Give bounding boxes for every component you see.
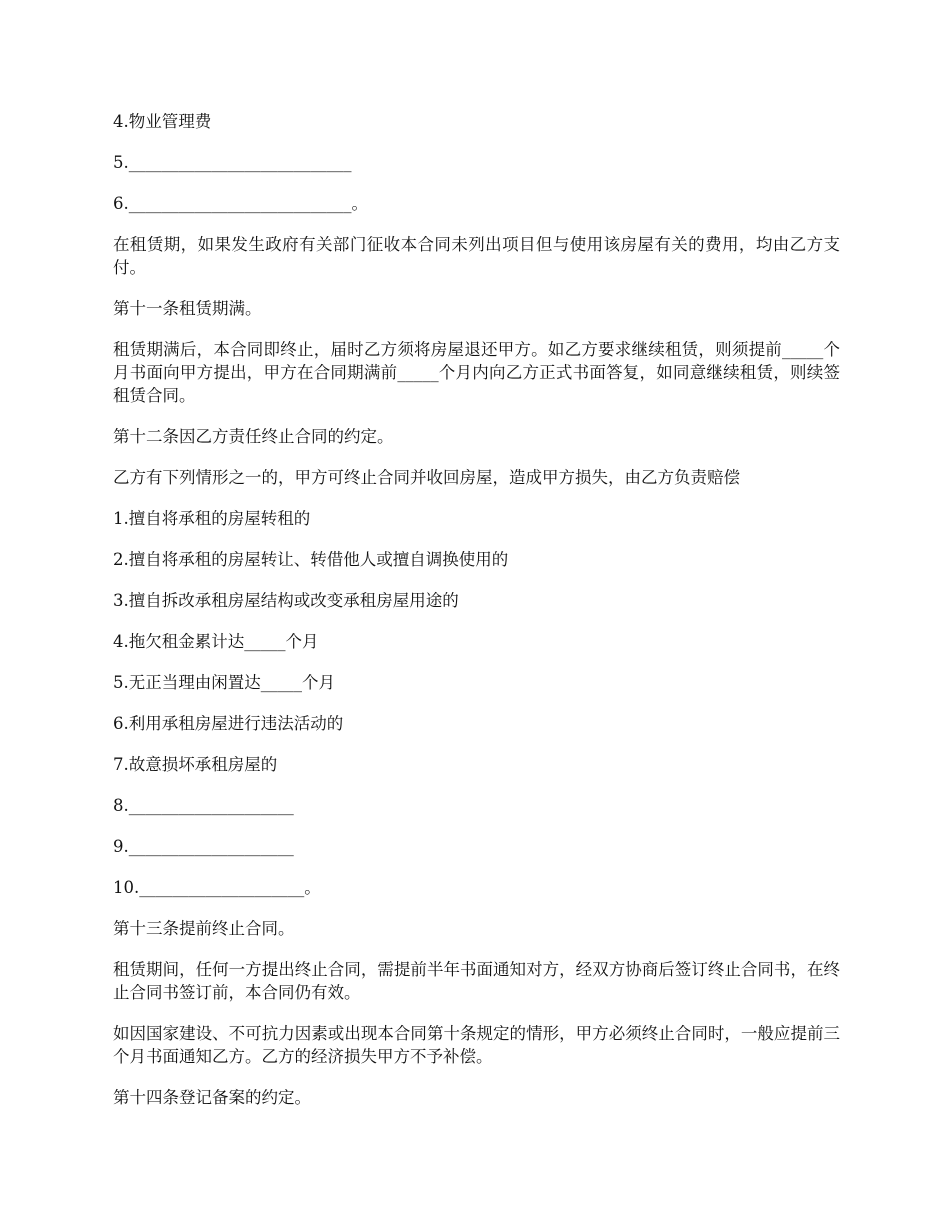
article-13-heading: 第十三条提前终止合同。: [113, 919, 295, 938]
article-11-heading: 第十一条租赁期满。: [113, 299, 262, 318]
condition-3: 3.擅自拆改承租房屋结构或改变承租房屋用途的: [113, 591, 459, 610]
condition-1: 1.擅自将承租的房屋转租的: [113, 509, 311, 528]
paragraph-termination-conditions: 乙方有下列情形之一的，甲方可终止合同并收回房屋，造成甲方损失，由乙方负责赔偿: [113, 468, 740, 487]
condition-9-blank: 9.____________________: [113, 837, 294, 856]
condition-10-blank: 10.____________________。: [113, 878, 321, 897]
paragraph-early-termination: 租赁期间，任何一方提出终止合同，需提前半年书面通知对方，经双方协商后签订终止合同书，在终止合同书签订前，本合同仍有效。: [113, 960, 840, 1002]
condition-8-blank: 8.____________________: [113, 796, 294, 815]
paragraph-force-majeure: 如因国家建设、不可抗力因素或出现本合同第十条规定的情形，甲方必须终止合同时，一般应提前三个月书面通知乙方。乙方的经济损失甲方不予补偿。: [113, 1024, 840, 1066]
condition-2: 2.擅自将承租的房屋转让、转借他人或擅自调换使用的: [113, 550, 509, 569]
condition-7: 7.故意损坏承租房屋的: [113, 755, 278, 774]
condition-6: 6.利用承租房屋进行违法活动的: [113, 714, 344, 733]
article-14-heading: 第十四条登记备案的约定。: [113, 1088, 311, 1107]
condition-5: 5.无正当理由闲置达_____个月: [113, 673, 335, 692]
item-5-blank: 5.___________________________: [113, 153, 352, 172]
document-page: [113, 110, 840, 1127]
paragraph-other-fees: 在租赁期，如果发生政府有关部门征收本合同未列出项目但与使用该房屋有关的费用，均由乙方支付。: [113, 235, 840, 277]
item-property-management-fee: 4.物业管理费: [113, 112, 212, 131]
paragraph-lease-expiry: 租赁期满后，本合同即终止，届时乙方须将房屋退还甲方。如乙方要求继续租赁，则须提前_____个月书面向甲方提出，甲方在合同期满前_____个月内向乙方正式书面答复，如同意继续租赁，则续签租赁合同。: [113, 340, 840, 405]
item-6-blank: 6.___________________________。: [113, 194, 368, 213]
article-12-heading: 第十二条因乙方责任终止合同的约定。: [113, 427, 394, 446]
condition-4: 4.拖欠租金累计达_____个月: [113, 632, 319, 651]
